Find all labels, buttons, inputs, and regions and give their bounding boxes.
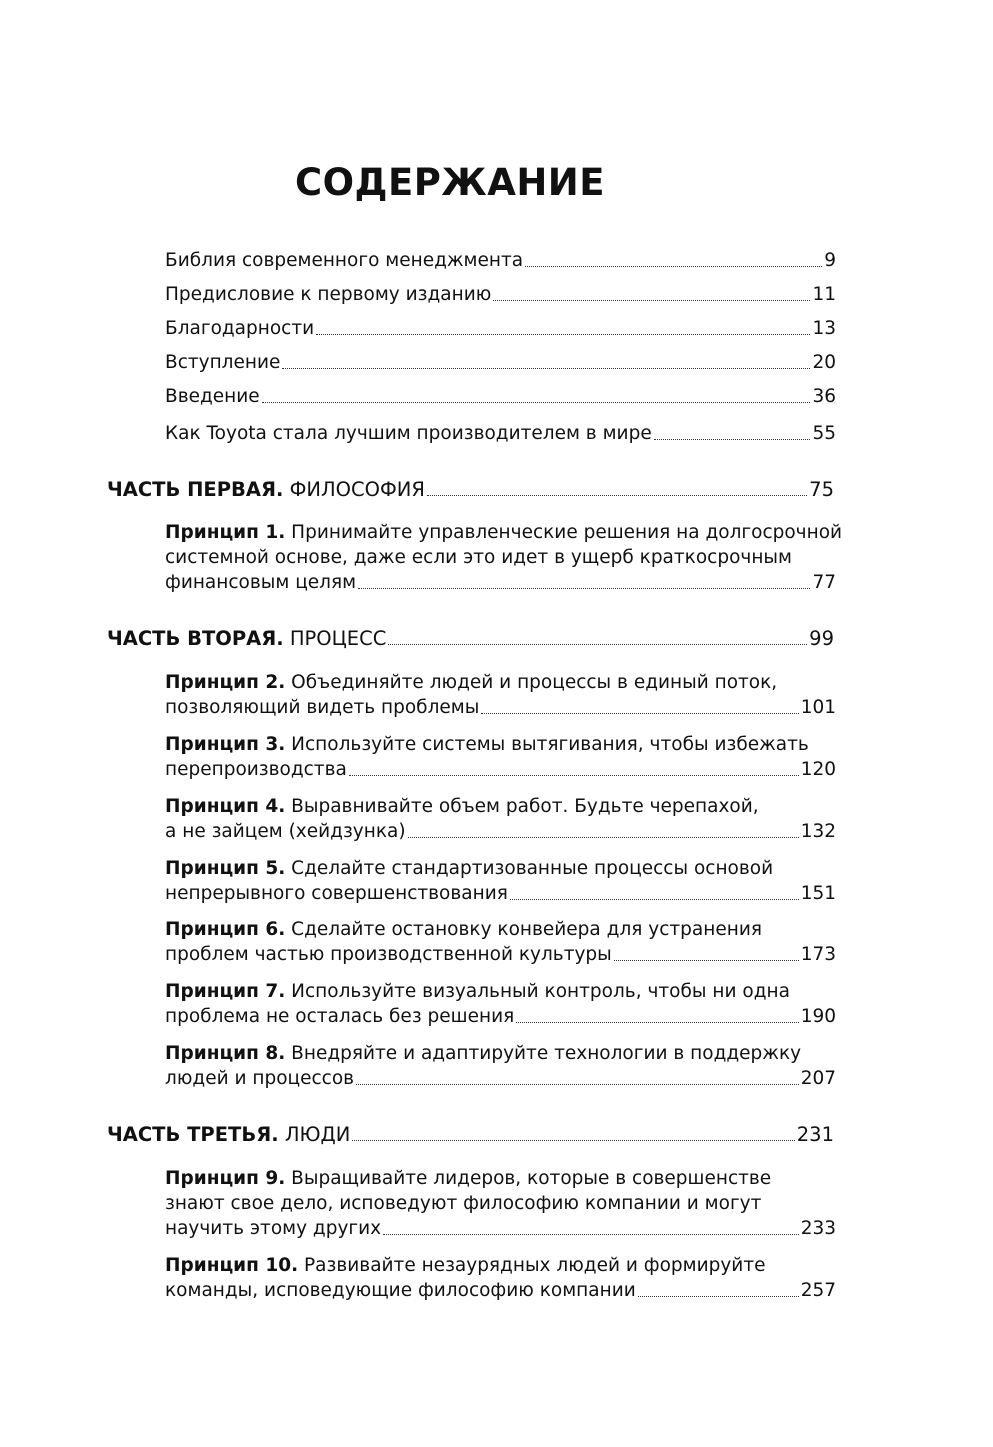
toc-entry-title: Как Toyota стала лучшим производителем в мире (165, 423, 652, 444)
part-heading[interactable] (107, 477, 834, 502)
dot-leader (614, 960, 799, 961)
part-page: 99 (809, 627, 834, 650)
part-label: ЧАСТЬ ТРЕТЬЯ. (107, 1123, 279, 1146)
toc-entry-page: 36 (812, 386, 836, 407)
principle-last-line[interactable] (165, 1216, 836, 1241)
principle-page: 151 (800, 883, 836, 904)
principle-text: Используйте визуальный контроль, чтобы ни одна (291, 981, 790, 1002)
principle-last-line[interactable] (165, 570, 836, 595)
dot-leader (356, 1084, 799, 1085)
toc-entry-title: Вступление (165, 352, 281, 373)
part-heading[interactable] (107, 1122, 834, 1147)
principle-last-line[interactable] (165, 1066, 836, 1091)
principle-text: знают свое дело, исповедуют философию компании и могут (165, 1193, 762, 1214)
toc-entry[interactable] (165, 384, 836, 409)
part-name: ФИЛОСОФИЯ (289, 478, 425, 501)
principle-line[interactable] (165, 732, 809, 757)
principle-line[interactable] (165, 979, 790, 1004)
principle-page: 132 (800, 821, 836, 842)
principle-text: Выравнивайте объем работ. Будьте черепахой, (291, 796, 759, 817)
page-title: СОДЕРЖАНИЕ (294, 161, 606, 204)
part-page: 231 (796, 1123, 834, 1146)
principle-text: Объединяйте людей и процессы в единый поток, (291, 672, 778, 693)
principle-line (165, 545, 792, 570)
principle-last-line[interactable] (165, 757, 836, 782)
principle-text: а не зайцем (хейдзунка) (165, 821, 406, 842)
principle-label: Принцип 2. (165, 672, 286, 693)
principle-page: 207 (800, 1068, 836, 1089)
dot-leader (358, 588, 810, 589)
dot-leader (525, 266, 822, 267)
toc-entry[interactable] (165, 316, 836, 341)
toc-entry-page: 11 (812, 284, 836, 305)
principle-label: Принцип 8. (165, 1043, 286, 1064)
principle-text: научить этому других (165, 1218, 382, 1239)
dot-leader (510, 899, 799, 900)
principle-text: людей и процессов (165, 1068, 355, 1089)
toc-entry-title: Библия современного менеджмента (165, 250, 524, 271)
dot-leader (262, 402, 811, 403)
principle-page: 120 (800, 759, 836, 780)
principle-label: Принцип 4. (165, 796, 286, 817)
principle-text: команды, исповедующие философию компании (165, 1280, 636, 1301)
principle-text: непрерывного совершенствования (165, 883, 508, 904)
toc-entry[interactable] (165, 421, 836, 446)
dot-leader (638, 1296, 799, 1297)
principle-line[interactable] (165, 856, 773, 881)
principle-line[interactable] (165, 520, 842, 545)
dot-leader (349, 775, 799, 776)
toc-entry[interactable] (165, 282, 836, 307)
toc-entry[interactable] (165, 350, 836, 375)
principle-line[interactable] (165, 670, 777, 695)
principle-label: Принцип 9. (165, 1168, 286, 1189)
part-name: ЛЮДИ (284, 1123, 351, 1146)
principle-text: Выращивайте лидеров, которые в совершенстве (291, 1168, 772, 1189)
principle-text: проблем частью производственной культуры (165, 944, 612, 965)
principle-text: Развивайте незаурядных людей и формируйте (304, 1255, 766, 1276)
part-name: ПРОЦЕСС (289, 627, 387, 650)
principle-text: Принимайте управленческие решения на долгосрочной (291, 522, 843, 543)
principle-label: Принцип 1. (165, 522, 286, 543)
principle-text: проблема не осталась без решения (165, 1006, 515, 1027)
principle-page: 233 (800, 1218, 836, 1239)
principle-last-line[interactable] (165, 942, 836, 967)
principle-last-line[interactable] (165, 1278, 836, 1303)
principle-text: позволяющий видеть проблемы (165, 697, 480, 718)
principle-last-line[interactable] (165, 1004, 836, 1029)
toc-entry-page: 20 (812, 352, 836, 373)
toc-entry-title: Предисловие к первому изданию (165, 284, 492, 305)
toc-entry[interactable] (165, 248, 836, 273)
principle-page: 77 (812, 572, 836, 593)
part-heading[interactable] (107, 626, 834, 651)
principle-last-line[interactable] (165, 881, 836, 906)
principle-line[interactable] (165, 1253, 766, 1278)
principle-page: 257 (800, 1280, 836, 1301)
principle-page: 190 (800, 1006, 836, 1027)
toc-entry-title: Введение (165, 386, 260, 407)
principle-line (165, 1191, 761, 1216)
principle-page: 173 (800, 944, 836, 965)
principle-last-line[interactable] (165, 695, 836, 720)
principle-text: финансовым целям (165, 572, 357, 593)
dot-leader (481, 713, 798, 714)
principle-line[interactable] (165, 1166, 771, 1191)
principle-label: Принцип 7. (165, 981, 286, 1002)
dot-leader (427, 495, 807, 496)
dot-leader (316, 334, 810, 335)
dot-leader (282, 368, 810, 369)
dot-leader (383, 1234, 799, 1235)
principle-text: Сделайте остановку конвейера для устранения (291, 919, 762, 940)
toc-entry-title: Благодарности (165, 318, 315, 339)
principle-line[interactable] (165, 794, 759, 819)
part-page: 75 (809, 478, 834, 501)
dot-leader (654, 439, 811, 440)
toc-entry-page: 13 (812, 318, 836, 339)
dot-leader (408, 837, 799, 838)
toc-entry-page: 55 (812, 423, 836, 444)
dot-leader (516, 1022, 798, 1023)
toc-entry-page: 9 (824, 250, 836, 271)
part-label: ЧАСТЬ ВТОРАЯ. (107, 627, 284, 650)
part-label: ЧАСТЬ ПЕРВАЯ. (107, 478, 284, 501)
principle-text: системной основе, даже если это идет в ущерб краткосрочным (165, 547, 792, 568)
principle-label: Принцип 3. (165, 734, 286, 755)
dot-leader (388, 644, 807, 645)
principle-text: Используйте системы вытягивания, чтобы избежать (291, 734, 809, 755)
principle-last-line[interactable] (165, 819, 836, 844)
principle-label: Принцип 5. (165, 858, 286, 879)
principle-page: 101 (800, 697, 836, 718)
principle-text: Внедряйте и адаптируйте технологии в поддержку (291, 1043, 802, 1064)
principle-line[interactable] (165, 917, 762, 942)
principle-text: перепроизводства (165, 759, 347, 780)
principle-label: Принцип 6. (165, 919, 286, 940)
dot-leader (493, 300, 810, 301)
dot-leader (352, 1140, 794, 1141)
principle-text: Сделайте стандартизованные процессы основой (291, 858, 774, 879)
principle-label: Принцип 10. (165, 1255, 299, 1276)
principle-line[interactable] (165, 1041, 801, 1066)
